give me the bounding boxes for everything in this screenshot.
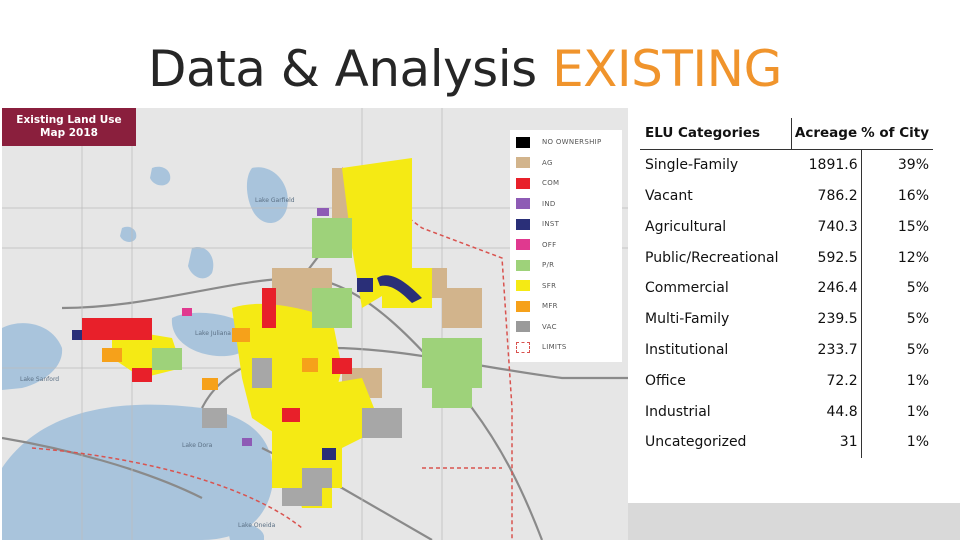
legend-label: SFR <box>542 281 557 290</box>
cell-acreage: 239.5 <box>792 304 862 335</box>
table-row <box>640 365 933 396</box>
slide-title-main: Data & Analysis <box>148 40 553 98</box>
map-label-lake: Lake Oneida <box>238 522 276 529</box>
legend-item <box>516 276 622 297</box>
legend-label: NO OWNERSHIP <box>542 138 602 147</box>
legend-label: MFR <box>542 302 558 311</box>
cell-acreage: 1891.6 <box>792 149 862 180</box>
map-label-lake: Lake Juliana <box>195 330 231 337</box>
cell-category: Public/Recreational <box>645 249 779 266</box>
legend-swatch <box>516 178 530 189</box>
map-legend <box>510 130 622 362</box>
legend-label: P/R <box>542 261 555 270</box>
cell-category: Agricultural <box>645 218 727 235</box>
legend-swatch <box>516 137 530 148</box>
cell-acreage: 31 <box>792 427 862 458</box>
table-header-row <box>640 118 933 149</box>
legend-item <box>516 337 622 358</box>
legend-item <box>516 153 622 174</box>
table-row <box>640 335 933 366</box>
cell-category: Commercial <box>645 280 729 297</box>
cell-category: Office <box>645 372 686 389</box>
header-elu-categories: ELU Categories <box>640 118 792 149</box>
legend-label: AG <box>542 158 553 167</box>
cell-percent: 1% <box>906 372 929 389</box>
cell-acreage: 246.4 <box>792 273 862 304</box>
cell-percent: 16% <box>897 187 929 204</box>
map-title-line2: Map 2018 <box>40 127 98 139</box>
cell-percent: 1% <box>906 403 929 420</box>
map-title-line1: Existing Land Use <box>16 114 122 126</box>
legend-item <box>516 132 622 153</box>
legend-item <box>516 235 622 256</box>
cell-percent: 5% <box>906 311 929 328</box>
table-row <box>640 273 933 304</box>
legend-label: IND <box>542 199 556 208</box>
legend-label: OFF <box>542 240 557 249</box>
legend-item <box>516 173 622 194</box>
legend-label: COM <box>542 179 560 188</box>
cell-percent: 15% <box>897 218 929 235</box>
legend-label: INST <box>542 220 560 229</box>
cell-category: Single-Family <box>645 157 739 174</box>
table-row <box>640 304 933 335</box>
table-row <box>640 149 933 180</box>
cell-category: Vacant <box>645 187 693 204</box>
header-percent-of-city: % of City <box>861 118 933 149</box>
legend-swatch <box>516 321 530 332</box>
legend-item <box>516 194 622 215</box>
table-row <box>640 211 933 242</box>
map-label-lake: Lake Garfield <box>255 197 295 204</box>
legend-item <box>516 296 622 317</box>
cell-percent: 1% <box>906 434 929 451</box>
legend-swatch <box>516 219 530 230</box>
legend-swatch <box>516 301 530 312</box>
cell-percent: 12% <box>897 249 929 266</box>
cell-acreage: 740.3 <box>792 211 862 242</box>
legend-swatch <box>516 342 530 353</box>
legend-swatch <box>516 157 530 168</box>
cell-percent: 5% <box>906 280 929 297</box>
cell-acreage: 72.2 <box>792 365 862 396</box>
legend-swatch <box>516 260 530 271</box>
header-acreage: Acreage <box>792 118 862 149</box>
cell-category: Institutional <box>645 341 729 358</box>
cell-acreage: 786.2 <box>792 181 862 212</box>
table-body <box>640 149 933 457</box>
map-label-lake: Lake Dora <box>182 442 213 449</box>
cell-percent: 5% <box>906 341 929 358</box>
cell-percent: 39% <box>897 157 929 174</box>
legend-swatch <box>516 280 530 291</box>
legend-item <box>516 214 622 235</box>
map-title-badge <box>2 108 136 146</box>
footer-band <box>628 503 960 540</box>
table-row <box>640 181 933 212</box>
table-row <box>640 427 933 458</box>
table-row <box>640 396 933 427</box>
legend-item <box>516 317 622 338</box>
slide-title-accent: EXISTING <box>552 40 782 98</box>
cell-category: Uncategorized <box>645 434 747 451</box>
cell-acreage: 592.5 <box>792 242 862 273</box>
cell-category: Multi-Family <box>645 311 730 328</box>
legend-item <box>516 255 622 276</box>
legend-swatch <box>516 239 530 250</box>
table-row <box>640 242 933 273</box>
map-label-lake: Lake Sanford <box>20 376 60 383</box>
slide-title <box>148 34 782 104</box>
cell-acreage: 233.7 <box>792 335 862 366</box>
cell-acreage: 44.8 <box>792 396 862 427</box>
elu-table <box>640 118 933 458</box>
cell-category: Industrial <box>645 403 711 420</box>
legend-label: VAC <box>542 322 557 331</box>
legend-label: LIMITS <box>542 343 567 352</box>
legend-swatch <box>516 198 530 209</box>
